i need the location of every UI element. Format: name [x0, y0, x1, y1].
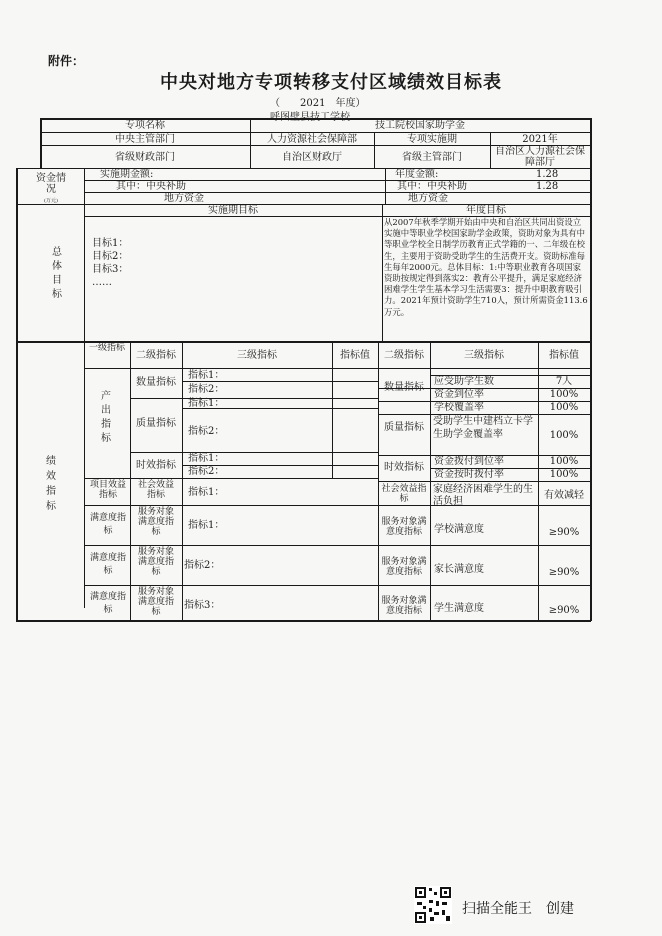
- performance-section-label: 绩效指标: [46, 456, 56, 512]
- r-qty-val-2: 100%: [549, 389, 579, 400]
- h-level1: 一级指标: [88, 343, 125, 353]
- h-level2: 二级指标: [136, 350, 176, 361]
- central-sub-label: 其中：中央补助: [116, 181, 186, 192]
- h-value: 指标值: [340, 350, 370, 361]
- qr-code-icon: [414, 886, 452, 924]
- time-label: 时效指标: [136, 460, 176, 471]
- year-amount: 1.28: [536, 169, 559, 180]
- r-service-label-3: 服务对象满意度指标: [381, 596, 427, 616]
- r-service-label-1: 服务对象满意度指标: [381, 517, 427, 537]
- year-amount-label: 年度金额:: [395, 169, 439, 180]
- r-qty-name-1: 应受助学生数: [434, 376, 494, 387]
- sat-ind-2: 指标2：: [184, 560, 221, 571]
- attachment-label: 附件：: [48, 54, 85, 68]
- r-quality-label: 质量指标: [384, 422, 424, 433]
- project-name: 技工院校国家助学金: [375, 120, 465, 131]
- prov-finance: 自治区财政厅: [282, 152, 342, 163]
- qual-ind-2: 指标2：: [188, 426, 225, 437]
- r-sat-name-1: 学校满意度: [434, 524, 484, 535]
- social-label: 社会效益指标: [137, 480, 174, 500]
- h-level3: 三级指标: [237, 350, 277, 361]
- r-qty-val-1: 7人: [555, 376, 573, 387]
- r-social-name: 家庭经济困难学生的生活负担: [433, 484, 533, 507]
- r-sat-name-2: 家长满意度: [434, 564, 484, 575]
- service-label-2: 服务对象满意度指标: [137, 547, 174, 577]
- page-title: 中央对地方专项转移支付区域绩效目标表: [160, 72, 502, 93]
- satisfaction-label-3: 满意度指标: [89, 592, 126, 615]
- r-social-val: 有效减轻: [544, 490, 584, 501]
- local-label: 地方资金: [164, 193, 204, 204]
- service-label-1: 服务对象满意度指标: [137, 507, 174, 537]
- r-qty-name-2: 资金到位率: [434, 389, 484, 400]
- year-goal-text: 从2007年秋季学期开始由中央和自治区共同出资设立实施中等职业学校国家助学金政策，资助对象为具有中等职业学校全日制学历教育正式学籍的一、二年级在校生，主要用于资助受助学生的生活费开支。资助标准每生每年2000元。总体目标：1:中等职业教育各项国家资助按规定得到落实2：教育公平提升，满足家庭经济困难学生学生基本学习生活需要3：提升中职教育吸引力。2021年预计资助学生710人，预计所需资金113.6万元。: [384, 217, 588, 317]
- sat-ind-3: 指标3：: [184, 600, 221, 611]
- impl-goal-3: 目标3：: [92, 264, 129, 275]
- r-qual-name-2: 受助学生中建档立卡学生助学金覆盖率: [433, 416, 533, 440]
- prov-dept-label: 省级主管部门: [402, 152, 462, 163]
- benefit-l1-label: 项目效益指标: [89, 480, 126, 500]
- prov-dept: 自治区人力源社会保障部厅: [495, 146, 585, 168]
- year-central-label: 其中：中央补助: [397, 181, 467, 192]
- year-line: （ 2021 年度）: [270, 98, 366, 109]
- time-ind-1: 指标1：: [188, 453, 225, 464]
- impl-period: 2021年: [522, 134, 558, 145]
- impl-period-label: 专项实施期: [407, 134, 457, 145]
- year-local-label: 地方资金: [408, 193, 448, 204]
- r-service-label-2: 服务对象满意度指标: [381, 557, 427, 577]
- r-time-label: 时效指标: [384, 462, 424, 473]
- service-label-3: 服务对象满意度指标: [137, 587, 174, 617]
- impl-goal-header: 实施期目标: [208, 205, 258, 216]
- qty-ind-1: 指标1：: [188, 370, 225, 381]
- r-time-val-1: 100%: [549, 456, 579, 467]
- r-sat-val-2: ≥90%: [548, 567, 580, 578]
- r-sat-name-3: 学生满意度: [434, 603, 484, 614]
- funds-unit: (万元): [44, 198, 58, 204]
- h-value-right: 指标值: [549, 350, 579, 361]
- central-dept-label: 中央主管部门: [115, 134, 175, 145]
- quantity-label: 数量指标: [136, 377, 176, 388]
- r-time-val-2: 100%: [549, 469, 579, 480]
- overall-section-label: 总体目标: [52, 247, 62, 300]
- year-central: 1.28: [536, 181, 559, 192]
- output-label: 产出指标: [101, 391, 111, 444]
- r-quantity-label: 数量指标: [384, 382, 424, 393]
- project-name-label: 专项名称: [125, 120, 165, 131]
- qty-ind-2: 指标2：: [188, 384, 225, 395]
- funds-section-label: 资金情况: [36, 173, 66, 195]
- r-time-name-2: 资金按时拨付率: [434, 469, 504, 480]
- r-sat-val-3: ≥90%: [548, 605, 580, 616]
- r-qual-val-1: 100%: [549, 402, 579, 413]
- qual-ind-1: 指标1：: [188, 398, 225, 409]
- central-dept: 人力资源社会保障部: [267, 134, 357, 145]
- sat-ind-1: 指标1：: [188, 520, 225, 531]
- impl-amount-label: 实施期金额:: [100, 169, 154, 180]
- r-time-name-1: 资金拨付到位率: [434, 456, 504, 467]
- scanner-brand: 扫描全能王 创建: [462, 901, 574, 917]
- time-ind-2: 指标2：: [188, 466, 225, 477]
- impl-goal-1: 目标1：: [92, 238, 129, 249]
- year-goal-header: 年度目标: [466, 205, 506, 216]
- impl-goal-4: ……: [92, 277, 112, 288]
- r-social-label: 社会效益指标: [381, 484, 427, 504]
- r-qual-val-2: 100%: [549, 430, 579, 441]
- impl-goal-2: 目标2：: [92, 251, 129, 262]
- r-sat-val-1: ≥90%: [548, 527, 580, 538]
- r-qual-name-1: 学校覆盖率: [434, 402, 484, 413]
- social-ind-1: 指标1：: [188, 487, 225, 498]
- prov-finance-label: 省级财政部门: [115, 152, 175, 163]
- h-level2-right: 二级指标: [384, 350, 424, 361]
- satisfaction-label-2: 满意度指标: [89, 553, 126, 576]
- h-level3-right: 三级指标: [464, 350, 504, 361]
- quality-label: 质量指标: [136, 418, 176, 429]
- satisfaction-label-1: 满意度指标: [89, 513, 126, 536]
